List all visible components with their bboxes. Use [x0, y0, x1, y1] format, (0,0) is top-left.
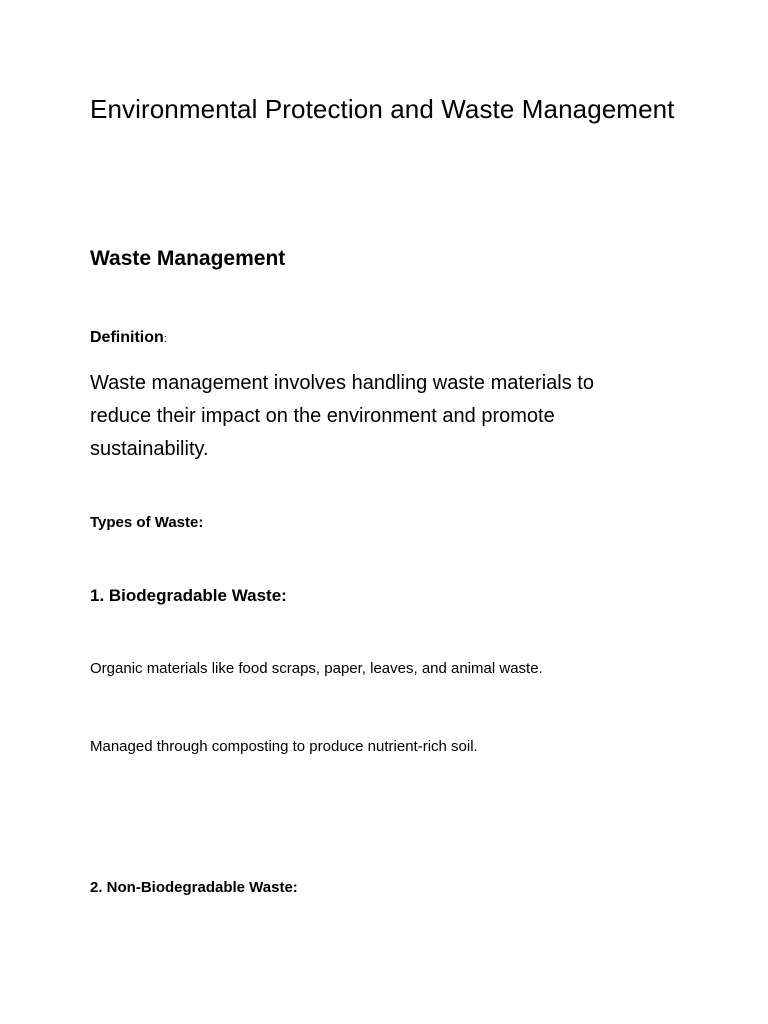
biodegradable-waste-heading: 1. Biodegradable Waste: — [90, 586, 287, 605]
definition-label-line — [90, 329, 167, 347]
definition-body: Waste management involves handling waste materials to reduce their impact on the environment and promote sustainability. — [90, 372, 594, 460]
non-biodegradable-waste-heading: 2. Non-Biodegradable Waste: — [90, 879, 298, 896]
document-title: Environmental Protection and Waste Management — [90, 94, 675, 124]
biodegradable-paragraph-1: Organic materials like food scraps, paper, leaves, and animal waste. — [90, 660, 543, 677]
section-heading-waste-management: Waste Management — [90, 247, 286, 270]
biodegradable-paragraph-2: Managed through composting to produce nutrient-rich soil. — [90, 738, 478, 755]
definition-label: Definition — [90, 329, 164, 346]
definition-colon: : — [163, 333, 167, 345]
types-of-waste-heading: Types of Waste: — [90, 514, 204, 531]
